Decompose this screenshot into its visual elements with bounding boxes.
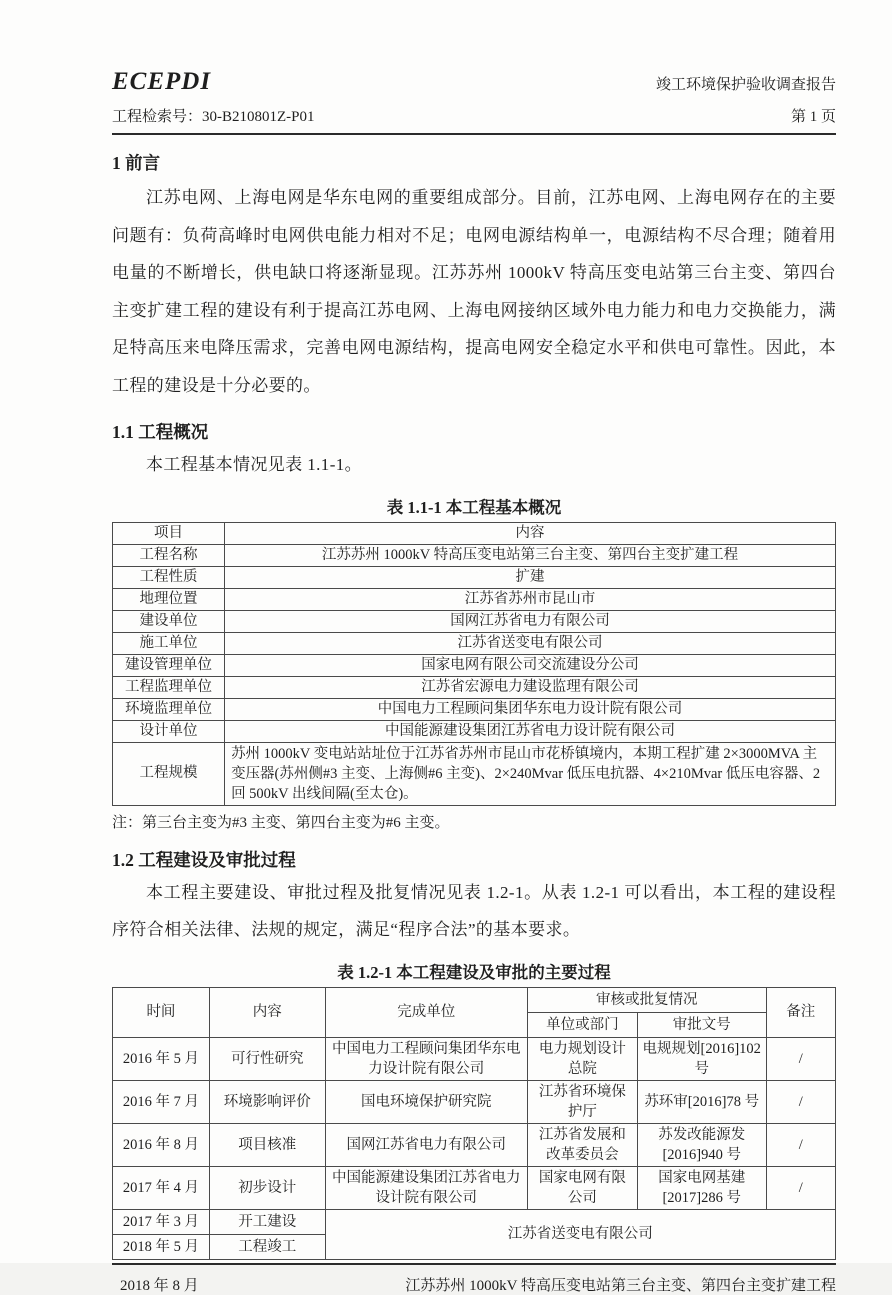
row-value: 江苏省苏州市昆山市 <box>225 588 836 610</box>
row-value: 江苏省宏源电力建设监理有限公司 <box>225 676 836 698</box>
column-header: 项目 <box>113 522 225 544</box>
table-row <box>113 698 836 720</box>
column-header-group: 审核或批复情况 <box>527 987 766 1012</box>
cell-time: 2017 年 4 月 <box>113 1166 210 1209</box>
cell-review-unit: 江苏省环境保护厅 <box>527 1080 637 1123</box>
cell-merged-unit: 江苏省送变电有限公司 <box>325 1209 835 1259</box>
row-label: 工程性质 <box>113 566 225 588</box>
column-subheader: 审批文号 <box>637 1012 766 1037</box>
row-label: 地理位置 <box>113 588 225 610</box>
cell-review-doc: 电规规划[2016]102 号 <box>637 1037 766 1080</box>
table-row <box>113 1080 836 1123</box>
row-label: 设计单位 <box>113 720 225 742</box>
cell-review-unit: 江苏省发展和改革委员会 <box>527 1123 637 1166</box>
cell-content: 项目核准 <box>209 1123 325 1166</box>
row-label: 建设单位 <box>113 610 225 632</box>
row-value: 中国能源建设集团江苏省电力设计院有限公司 <box>225 720 836 742</box>
row-value: 苏州 1000kV 变电站站址位于江苏省苏州市昆山市花桥镇境内，本期工程扩建 2×3000MVA 主变压器(苏州侧#3 主变、上海侧#6 主变)、2×240Mvar 低压电抗器、4×210Mvar 低压电容器、2 回 500kV 出线间隔(至太仓)。 <box>225 742 836 805</box>
row-value: 中国电力工程顾问集团华东电力设计院有限公司 <box>225 698 836 720</box>
table-row-project-scale <box>113 742 836 805</box>
cell-unit: 国网江苏省电力有限公司 <box>325 1123 527 1166</box>
cell-unit: 国电环境保护研究院 <box>325 1080 527 1123</box>
cell-content: 工程竣工 <box>209 1234 325 1259</box>
table-row <box>113 632 836 654</box>
section-1-2-heading: 1.2 工程建设及审批过程 <box>112 849 296 870</box>
cell-remark: / <box>766 1123 835 1166</box>
cell-time: 2016 年 5 月 <box>113 1037 210 1080</box>
project-index-number: 工程检索号：30-B210801Z-P01 <box>112 109 315 125</box>
cell-remark: / <box>766 1037 835 1080</box>
section-1-1-heading: 1.1 工程概况 <box>112 422 209 442</box>
row-label: 工程名称 <box>113 544 225 566</box>
table-1-1-1-title: 表 1.1-1 本工程基本概况 <box>386 497 562 517</box>
column-subheader: 单位或部门 <box>527 1012 637 1037</box>
cell-review-unit: 电力规划设计总院 <box>527 1037 637 1080</box>
page-header-meta <box>112 105 836 126</box>
cell-time: 2016 年 7 月 <box>113 1080 210 1123</box>
page-header <box>112 0 836 96</box>
row-value: 国家电网有限公司交流建设分公司 <box>225 654 836 676</box>
table-row <box>113 610 836 632</box>
row-label: 环境监理单位 <box>113 698 225 720</box>
page-number: 第 1 页 <box>790 109 836 125</box>
cell-review-doc: 国家电网基建[2017]286 号 <box>637 1166 766 1209</box>
row-value: 扩建 <box>225 566 836 588</box>
row-label: 施工单位 <box>113 632 225 654</box>
table-row <box>113 566 836 588</box>
cell-review-doc: 苏发改能源发[2016]940 号 <box>637 1123 766 1166</box>
row-value: 江苏苏州 1000kV 特高压变电站第三台主变、第四台主变扩建工程 <box>225 544 836 566</box>
section-1-paragraph: 江苏电网、上海电网是华东电网的重要组成部分。目前，江苏电网、上海电网存在的主要问题有：负荷高峰时电网供电能力相对不足；电网电源结构单一，电源结构不尽合理；随着用电量的不断增长，供电缺口将逐渐显现。江苏苏州 1000kV 特高压变电站第三台主变、第四台主变扩建工程的建设有利于提高江苏电网、上海电网接纳区域外电力能力和电力交换能力，满足特高压来电降压需求，完善电网电源结构，提高电网安全稳定水平和供电可靠性。因此，本工程的建设是十分必要的。 <box>112 188 836 395</box>
table-row <box>113 1209 836 1234</box>
table-row <box>113 654 836 676</box>
section-1-heading: 1 前言 <box>112 153 161 173</box>
page-footer <box>112 1274 836 1295</box>
table-1-2-1-title: 表 1.2-1 本工程建设及审批的主要过程 <box>337 962 611 982</box>
column-header: 完成单位 <box>325 987 527 1037</box>
project-overview-table <box>112 522 836 806</box>
row-value: 江苏省送变电有限公司 <box>225 632 836 654</box>
cell-remark: / <box>766 1080 835 1123</box>
table-row <box>113 1166 836 1209</box>
table-row <box>113 1123 836 1166</box>
row-value: 国网江苏省电力有限公司 <box>225 610 836 632</box>
cell-time: 2018 年 5 月 <box>113 1234 210 1259</box>
cell-content: 可行性研究 <box>209 1037 325 1080</box>
row-label: 建设管理单位 <box>113 654 225 676</box>
cell-review-doc: 苏环审[2016]78 号 <box>637 1080 766 1123</box>
row-label: 工程监理单位 <box>113 676 225 698</box>
table-row <box>113 720 836 742</box>
report-type-label: 竣工环境保护验收调查报告 <box>655 77 836 93</box>
cell-unit: 中国电力工程顾问集团华东电力设计院有限公司 <box>325 1037 527 1080</box>
column-header: 备注 <box>766 987 835 1037</box>
cell-remark: / <box>766 1166 835 1209</box>
table-footnote: 注：第三台主变为#3 主变、第四台主变为#6 主变。 <box>112 814 450 831</box>
section-1-1-paragraph: 本工程基本情况见表 1.1-1。 <box>146 455 363 474</box>
row-label: 工程规模 <box>113 742 225 805</box>
table-row <box>113 544 836 566</box>
cell-content: 初步设计 <box>209 1166 325 1209</box>
footer-rule <box>112 1263 836 1265</box>
column-header: 内容 <box>225 522 836 544</box>
header-rule <box>112 133 836 135</box>
table-row <box>113 676 836 698</box>
approval-process-table <box>112 987 836 1260</box>
table-row <box>113 1037 836 1080</box>
column-header: 内容 <box>209 987 325 1037</box>
cell-unit: 中国能源建设集团江苏省电力设计院有限公司 <box>325 1166 527 1209</box>
table-header-row <box>113 987 836 1012</box>
cell-time: 2017 年 3 月 <box>113 1209 210 1234</box>
company-logo: ECEPDI <box>112 68 212 95</box>
table-header-row <box>113 522 836 544</box>
footer-project-name: 江苏苏州 1000kV 特高压变电站第三台主变、第四台主变扩建工程 <box>405 1277 836 1294</box>
cell-content: 环境影响评价 <box>209 1080 325 1123</box>
table-row <box>113 588 836 610</box>
column-header: 时间 <box>113 987 210 1037</box>
cell-time: 2016 年 8 月 <box>113 1123 210 1166</box>
cell-review-unit: 国家电网有限公司 <box>527 1166 637 1209</box>
cell-content: 开工建设 <box>209 1209 325 1234</box>
section-1-2-paragraph: 本工程主要建设、审批过程及批复情况见表 1.2-1。从表 1.2-1 可以看出，本工程的建设程序符合相关法律、法规的规定，满足“程序合法”的基本要求。 <box>112 882 836 939</box>
footer-date: 2018 年 8 月 <box>120 1277 199 1294</box>
